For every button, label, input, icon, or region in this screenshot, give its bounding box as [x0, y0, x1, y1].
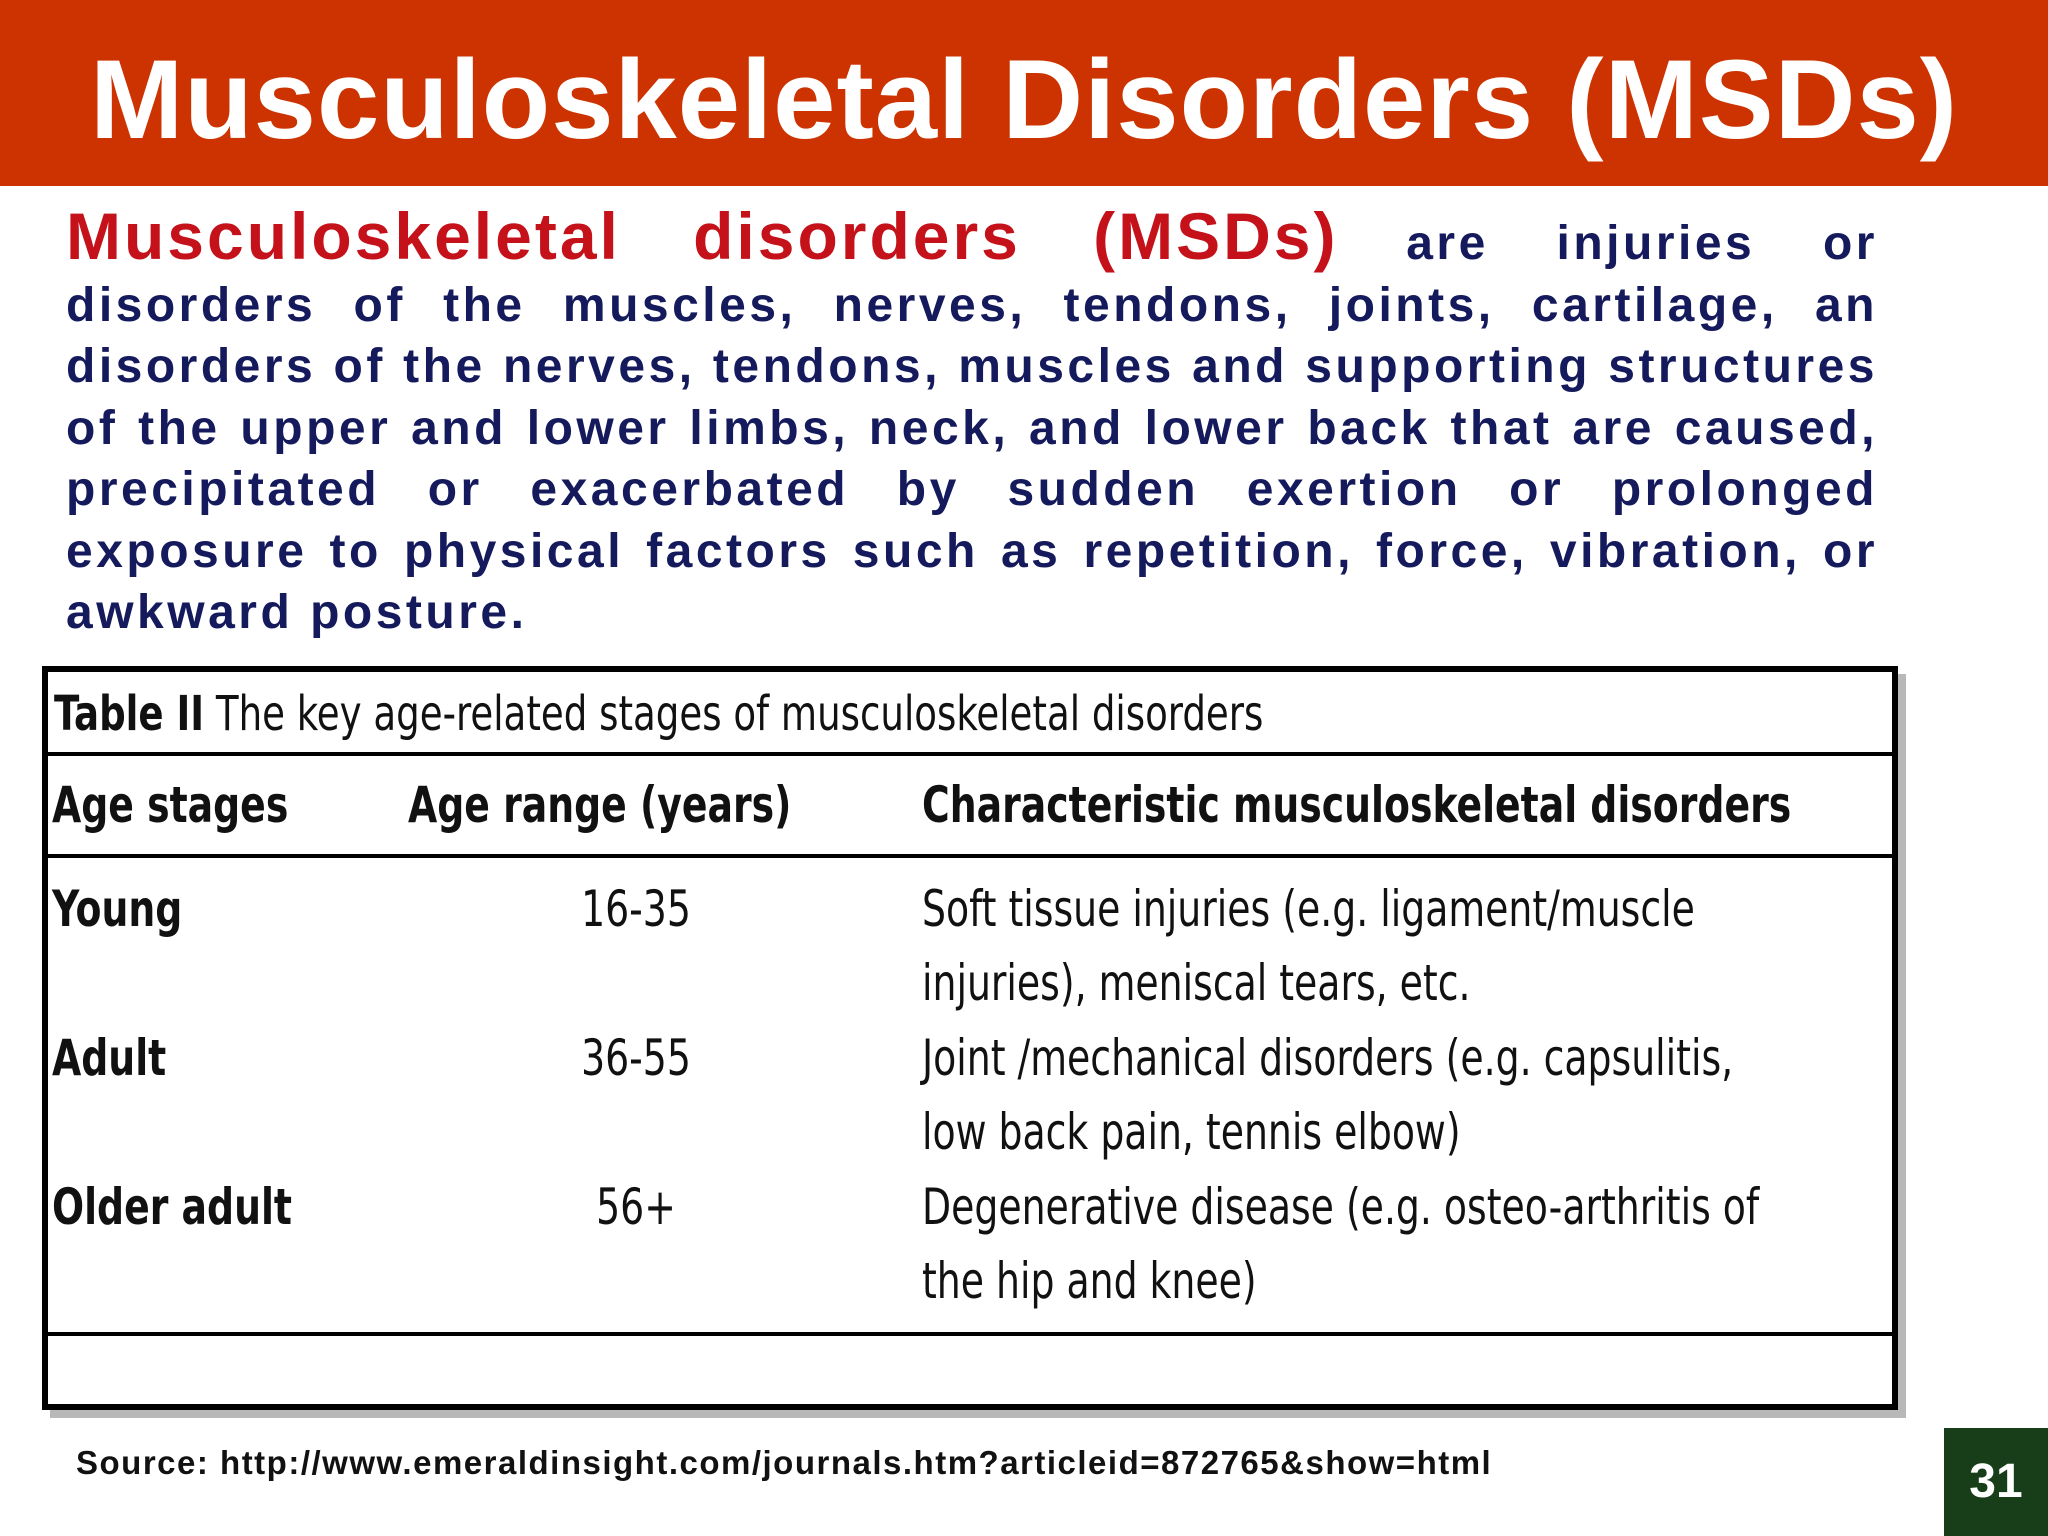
row-young-range: 16-35 — [581, 880, 691, 938]
page-number-badge: 31 — [1944, 1428, 2048, 1536]
header-characteristic-disorders: Characteristic musculoskeletal disorders — [922, 776, 1792, 834]
row-adult-desc-line2: low back pain, tennis elbow) — [922, 1103, 1461, 1161]
row-adult-desc-line1: Joint /mechanical disorders (e.g. capsulitis, — [922, 1029, 1734, 1087]
definition-term: Musculoskeletal disorders (MSDs) — [66, 199, 1339, 273]
row-young-desc-line1: Soft tissue injuries (e.g. ligament/muscle — [922, 880, 1695, 938]
row-older-adult-stage: Older adult — [52, 1178, 292, 1236]
definition-text: are injuries or disorders of the muscles, nerves, tendons, joints, cartilage, an disorders of the nerves, tendons, muscles and supporting structures of the upper and lower limbs, neck, and lower back that are caused, precipitated or exacerbated by sudden exertion or prolonged exposure to physical factors such as repetition, force, vibration, or awkward posture. — [66, 217, 1878, 639]
row-young-stage: Young — [52, 880, 183, 938]
table-caption-text: The key age-related stages of musculoskeletal disorders — [215, 686, 1264, 742]
slide-title: Musculoskeletal Disorders (MSDs) — [89, 37, 1959, 162]
header-age-range: Age range (years) — [408, 776, 792, 834]
definition-paragraph — [66, 199, 1878, 644]
row-adult-stage: Adult — [52, 1029, 167, 1087]
row-adult-range: 36-55 — [581, 1029, 691, 1087]
table-rule-top — [48, 752, 1892, 756]
title-bar — [0, 0, 2048, 186]
row-young-desc-line2: injuries), meniscal tears, etc. — [922, 954, 1471, 1012]
table-rule-header — [48, 854, 1892, 858]
header-age-stages: Age stages — [52, 776, 289, 834]
stages-table — [42, 666, 1898, 1410]
table-rule-bottom — [48, 1332, 1892, 1336]
source-citation: Source: http://www.emeraldinsight.com/journals.htm?articleid=872765&show=html — [76, 1444, 1493, 1481]
row-older-adult-desc-line2: the hip and knee) — [922, 1252, 1257, 1310]
row-older-adult-range: 56+ — [596, 1178, 676, 1236]
table-caption-label: Table II — [54, 686, 205, 742]
row-older-adult-desc-line1: Degenerative disease (e.g. osteo-arthritis of — [922, 1178, 1760, 1236]
table-caption — [54, 680, 1263, 748]
